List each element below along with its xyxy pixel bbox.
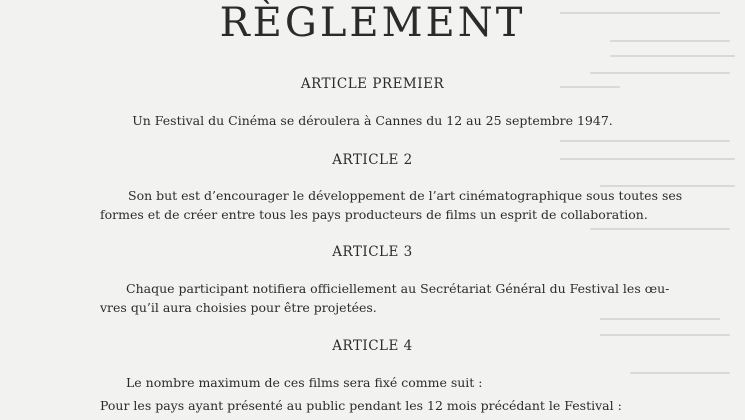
- article-1-line-1: Un Festival du Cinéma se déroulera à Cannes du 12 au 25 septembre 1947.: [132, 113, 613, 128]
- article-3-line-1: Chaque participant notifiera officiellement au Secrétariat Général du Festival les œu-: [126, 281, 670, 296]
- document-title: RÈGLEMENT: [219, 0, 526, 46]
- article-3-line-2: vres qu’il aura choisies pour être projetées.: [100, 300, 377, 315]
- article-4-line-2: Pour les pays ayant présenté au public pendant les 12 mois précédant le Festival :: [100, 398, 622, 413]
- article-2-line-2: formes et de créer entre tous les pays producteurs de films un esprit de collaboration.: [100, 207, 648, 222]
- article-4-heading: ARTICLE 4: [332, 338, 413, 354]
- article-3-heading: ARTICLE 3: [332, 244, 413, 260]
- article-1-heading: ARTICLE PREMIER: [300, 76, 445, 92]
- article-2-line-1: Son but est d’encourager le développement de l’art cinématographique sous toutes ses: [128, 188, 683, 203]
- article-4-line-1: Le nombre maximum de ces films sera fixé comme suit :: [126, 375, 483, 390]
- article-2-heading: ARTICLE 2: [332, 152, 413, 168]
